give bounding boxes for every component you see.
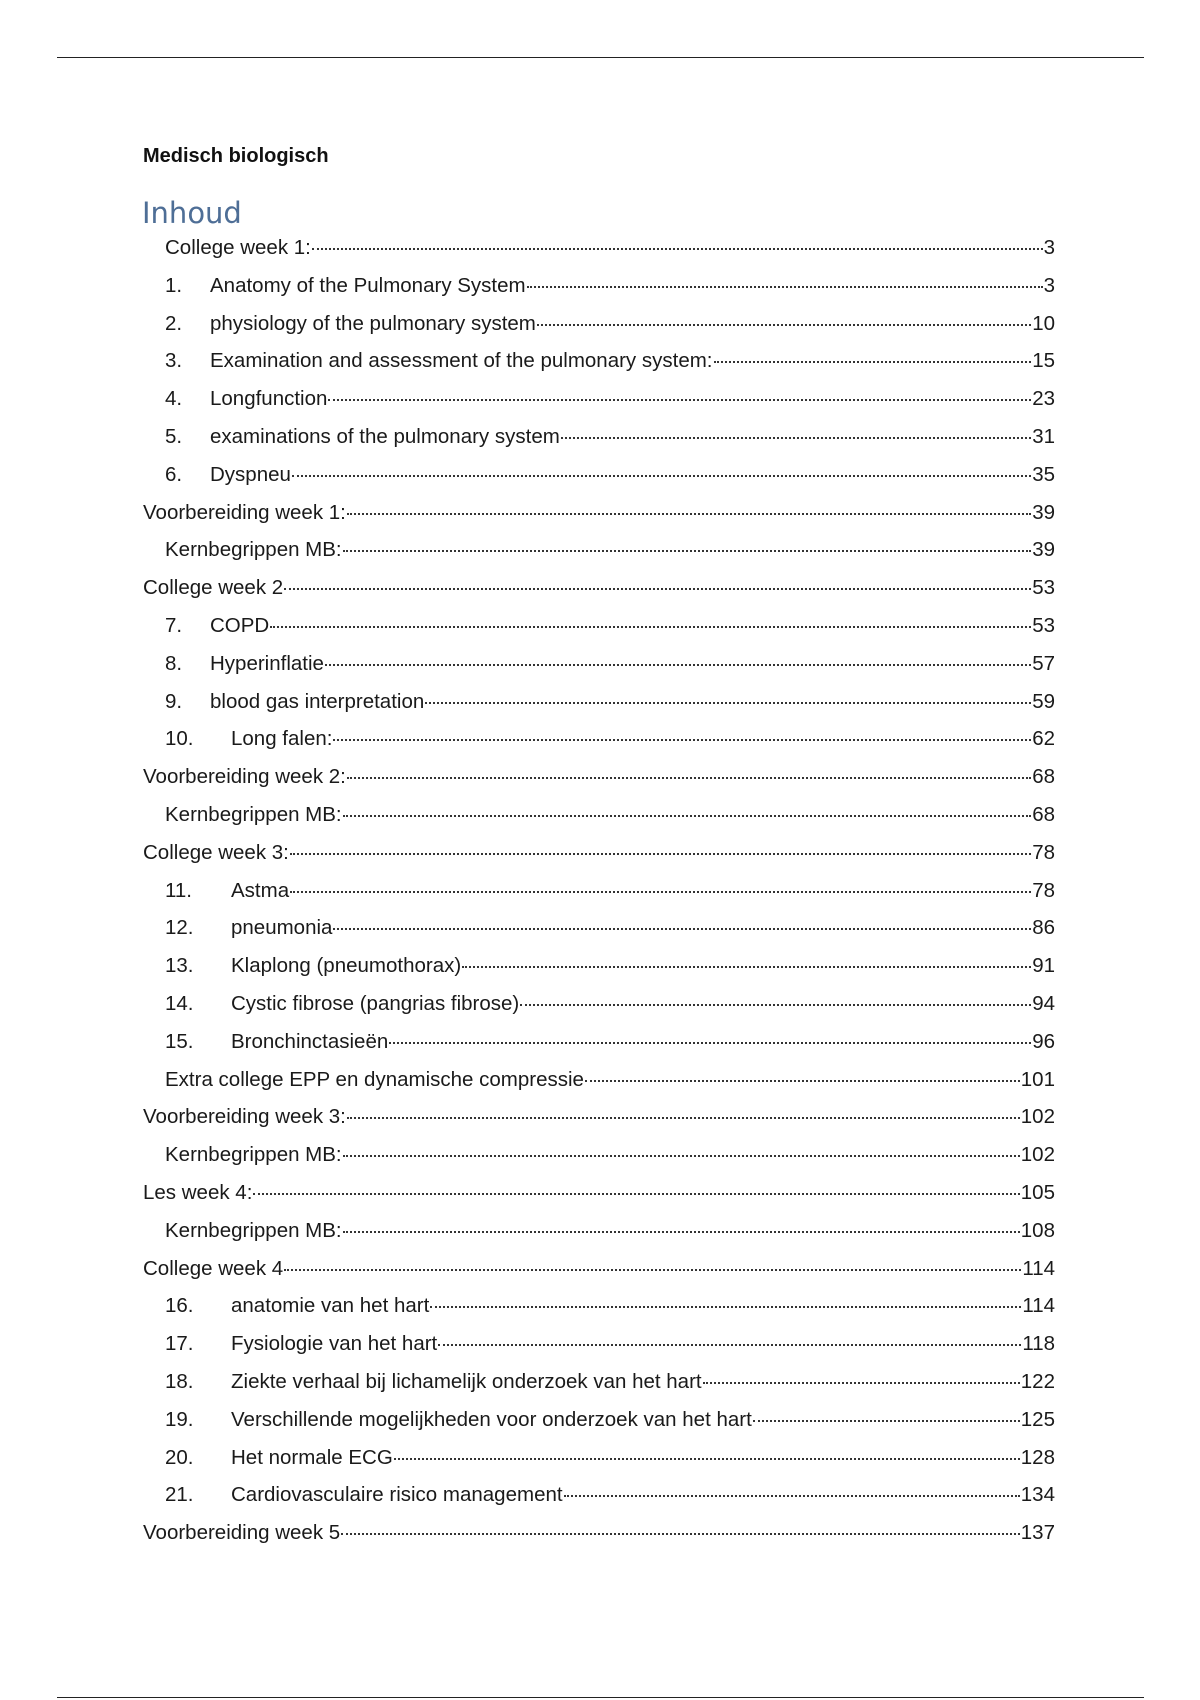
toc-entry-number: 13.: [165, 954, 194, 978]
toc-entry-line: [210, 690, 1055, 714]
toc-entry[interactable]: [0, 608, 1200, 646]
toc-entry-line: [231, 1332, 1055, 1356]
toc-entry-label: Ziekte verhaal bij lichamelijk onderzoek van het hart: [231, 1369, 702, 1393]
dot-leader: [343, 1155, 1020, 1157]
toc-entry[interactable]: [0, 1137, 1200, 1175]
dot-leader: [343, 1231, 1020, 1233]
toc-entry-label: College week 2: [143, 576, 284, 600]
dot-leader: [585, 1080, 1020, 1082]
document-title: Medisch biologisch: [143, 145, 329, 167]
toc-entry-line: [143, 1181, 1055, 1205]
toc-entry[interactable]: [0, 1288, 1200, 1326]
toc-entry-number: 15.: [165, 1029, 194, 1053]
toc-entry-number: 14.: [165, 991, 194, 1015]
toc-entry-number: 10.: [165, 727, 194, 751]
toc-entry-line: [231, 1483, 1055, 1507]
toc-entry-label: Extra college EPP en dynamische compressie: [165, 1067, 584, 1091]
toc-entry-label: Astma: [231, 878, 290, 902]
toc-entry[interactable]: [0, 1515, 1200, 1553]
toc-entry-line: [143, 1105, 1055, 1129]
dot-leader: [333, 928, 1031, 930]
toc-entry-label: Het normale ECG: [231, 1445, 393, 1469]
toc-entry-page-number: 23: [1032, 387, 1055, 411]
toc-entry[interactable]: [0, 343, 1200, 381]
dot-leader: [290, 853, 1031, 855]
toc-entry-line: [143, 576, 1055, 600]
toc-entry-page-number: 35: [1032, 462, 1055, 486]
toc-entry-line: [231, 992, 1055, 1016]
toc-entry-page-number: 39: [1032, 500, 1055, 524]
toc-entry[interactable]: [0, 1175, 1200, 1213]
dot-leader: [347, 777, 1031, 779]
toc-entry[interactable]: [0, 532, 1200, 570]
toc-entry-number: 1.: [165, 273, 183, 297]
toc-entry-label: Long falen:: [231, 727, 333, 751]
dot-leader: [703, 1382, 1020, 1384]
toc-entry-label: pneumonia: [231, 916, 333, 940]
dot-leader: [312, 248, 1043, 250]
toc-entry-label: Les week 4:: [143, 1180, 253, 1204]
toc-entry-page-number: 31: [1032, 424, 1055, 448]
dot-leader: [333, 739, 1031, 741]
toc-entry-page-number: 39: [1032, 538, 1055, 562]
toc-entry[interactable]: [0, 1402, 1200, 1440]
toc-entry-label: Longfunction: [210, 387, 328, 411]
dot-leader: [253, 1193, 1019, 1195]
toc-entry[interactable]: [0, 457, 1200, 495]
toc-entry-page-number: 137: [1020, 1521, 1055, 1545]
toc-entry-line: [143, 841, 1055, 865]
toc-entry-number: 11.: [165, 878, 192, 902]
toc-entry-number: 21.: [165, 1483, 194, 1507]
toc-entry-label: Examination and assessment of the pulmonary system:: [210, 349, 713, 373]
toc-heading: Inhoud: [142, 196, 242, 230]
toc-entry-page-number: 101: [1020, 1067, 1055, 1091]
toc-entry[interactable]: [0, 230, 1200, 268]
dot-leader: [341, 1533, 1020, 1535]
toc-entry-label: College week 1:: [165, 236, 311, 259]
toc-entry-page-number: 59: [1032, 689, 1055, 713]
toc-entry[interactable]: [0, 1213, 1200, 1251]
toc-entry-label: Hyperinflatie: [210, 651, 324, 675]
toc-entry[interactable]: [0, 910, 1200, 948]
dot-leader: [561, 437, 1031, 439]
toc-entry-label: Bronchinctasieën: [231, 1029, 389, 1053]
dot-leader: [430, 1306, 1021, 1308]
toc-entry[interactable]: [0, 684, 1200, 722]
toc-entry-page-number: 68: [1032, 802, 1055, 826]
dot-leader: [438, 1344, 1021, 1346]
toc-entry-line: [231, 1370, 1055, 1394]
toc-entry[interactable]: [0, 646, 1200, 684]
toc-entry[interactable]: [0, 495, 1200, 533]
toc-entry-line: [210, 614, 1055, 638]
toc-entry-number: 20.: [165, 1445, 194, 1469]
dot-leader: [753, 1420, 1020, 1422]
dot-leader: [564, 1495, 1020, 1497]
toc-entry[interactable]: [0, 1326, 1200, 1364]
toc-entry-label: blood gas interpretation: [210, 689, 425, 713]
toc-entry-line: [210, 652, 1055, 676]
dot-leader: [347, 1117, 1020, 1119]
toc-entry[interactable]: [0, 721, 1200, 759]
dot-leader: [462, 966, 1031, 968]
toc-entry-label: Fysiologie van het hart: [231, 1332, 438, 1356]
toc-entry-page-number: 78: [1032, 878, 1055, 902]
toc-entry-page-number: 94: [1032, 991, 1055, 1015]
toc-entry[interactable]: [0, 1440, 1200, 1478]
toc-entry-line: [165, 236, 1055, 260]
toc-entry-line: [231, 727, 1055, 751]
toc-entry-label: Voorbereiding week 2:: [143, 765, 346, 789]
toc-entry-page-number: 114: [1022, 1294, 1055, 1318]
toc-entry-page-number: 91: [1032, 954, 1055, 978]
dot-leader: [527, 286, 1043, 288]
dot-leader: [389, 1042, 1031, 1044]
toc-entry-number: 3.: [165, 349, 183, 373]
toc-entry-line: [210, 425, 1055, 449]
toc-entry-page-number: 3: [1043, 236, 1055, 259]
toc-entry-line: [165, 1143, 1055, 1167]
toc-entry-page-number: 53: [1032, 576, 1055, 600]
dot-leader: [290, 891, 1031, 893]
dot-leader: [325, 664, 1031, 666]
dot-leader: [425, 702, 1031, 704]
toc-entry-page-number: 3: [1043, 273, 1055, 297]
toc-entry-line: [143, 1257, 1055, 1281]
toc-entry-line: [231, 879, 1055, 903]
toc-entry-line: [210, 349, 1055, 373]
toc-entry-line: [165, 1068, 1055, 1092]
dot-leader: [343, 815, 1032, 817]
toc-entry-page-number: 118: [1022, 1332, 1055, 1356]
toc-entry-page-number: 114: [1022, 1256, 1055, 1280]
toc-entry-line: [143, 765, 1055, 789]
dot-leader: [343, 550, 1032, 552]
toc-entry-page-number: 102: [1020, 1143, 1055, 1167]
toc-entry-label: Cardiovasculaire risico management: [231, 1483, 563, 1507]
toc-entry-line: [231, 916, 1055, 940]
toc-entry-label: Voorbereiding week 3:: [143, 1105, 346, 1129]
toc-entry-line: [210, 274, 1055, 298]
dot-leader: [292, 475, 1031, 477]
toc-entry-line: [231, 1030, 1055, 1054]
toc-entry-number: 6.: [165, 462, 183, 486]
toc-entry-page-number: 57: [1032, 651, 1055, 675]
dot-leader: [714, 361, 1032, 363]
toc-entry-page-number: 125: [1020, 1407, 1055, 1431]
toc-entry-page-number: 53: [1032, 613, 1055, 637]
toc-entry[interactable]: [0, 1364, 1200, 1402]
toc-entry-label: Cystic fibrose (pangrias fibrose): [231, 991, 520, 1015]
toc-entry-number: 19.: [165, 1407, 194, 1431]
toc-entry-number: 5.: [165, 424, 183, 448]
dot-leader: [270, 626, 1031, 628]
toc-entry[interactable]: [0, 1477, 1200, 1515]
toc-entry[interactable]: [0, 797, 1200, 835]
dot-leader: [537, 324, 1031, 326]
toc-entry-label: anatomie van het hart: [231, 1294, 430, 1318]
toc-entry-page-number: 15: [1032, 349, 1055, 373]
toc-entry-line: [231, 1446, 1055, 1470]
toc-entry-label: Verschillende mogelijkheden voor onderzoek van het hart: [231, 1407, 752, 1431]
toc-entry-line: [143, 501, 1055, 525]
dot-leader: [284, 1269, 1021, 1271]
toc-entry-page-number: 102: [1020, 1105, 1055, 1129]
toc-entry[interactable]: [0, 419, 1200, 457]
header-rule: [57, 57, 1144, 58]
toc-entry-page-number: 68: [1032, 765, 1055, 789]
toc-entry[interactable]: [0, 570, 1200, 608]
dot-leader: [347, 513, 1031, 515]
toc-entry-line: [210, 312, 1055, 336]
toc-entry-line: [165, 803, 1055, 827]
toc-entry-page-number: 122: [1020, 1369, 1055, 1393]
toc-entry[interactable]: [0, 835, 1200, 873]
toc-entry-line: [165, 538, 1055, 562]
toc-entry-line: [210, 387, 1055, 411]
toc-entry[interactable]: [0, 1024, 1200, 1062]
toc-entry-label: COPD: [210, 613, 270, 637]
toc-entry-page-number: 78: [1032, 840, 1055, 864]
toc-entry-number: 17.: [165, 1332, 194, 1356]
toc-entry[interactable]: [0, 1251, 1200, 1289]
toc-entry-label: Kernbegrippen MB:: [165, 802, 342, 826]
toc-entry[interactable]: [0, 1062, 1200, 1100]
toc-entry-number: 2.: [165, 311, 183, 335]
toc-entry-label: Voorbereiding week 1:: [143, 500, 346, 524]
toc-entry-page-number: 96: [1032, 1029, 1055, 1053]
toc-entry-page-number: 10: [1032, 311, 1055, 335]
toc-entry-number: 18.: [165, 1369, 194, 1393]
toc-entry-label: College week 3:: [143, 840, 289, 864]
toc-entry[interactable]: [0, 948, 1200, 986]
toc-entry-page-number: 108: [1020, 1218, 1055, 1242]
toc-entry-line: [231, 954, 1055, 978]
toc-entry-page-number: 134: [1020, 1483, 1055, 1507]
toc-entry-label: Kernbegrippen MB:: [165, 1218, 342, 1242]
toc-entry-number: 7.: [165, 613, 183, 637]
toc-entry-label: Anatomy of the Pulmonary System: [210, 273, 526, 297]
toc-entry-label: Voorbereiding week 5: [143, 1521, 341, 1545]
toc-entry-line: [143, 1521, 1055, 1545]
toc-entry-page-number: 105: [1020, 1180, 1055, 1204]
toc-entry-label: Klaplong (pneumothorax): [231, 954, 462, 978]
toc-entry-label: examinations of the pulmonary system: [210, 424, 560, 448]
toc-entry-label: physiology of the pulmonary system: [210, 311, 536, 335]
toc-entry-label: Dyspneu: [210, 462, 291, 486]
toc-entry-line: [210, 463, 1055, 487]
dot-leader: [328, 399, 1031, 401]
toc-entry[interactable]: [0, 306, 1200, 344]
toc-entry-number: 9.: [165, 689, 183, 713]
toc-entry-page-number: 62: [1032, 727, 1055, 751]
toc-entry-label: College week 4: [143, 1256, 284, 1280]
toc-entry[interactable]: [0, 873, 1200, 911]
toc-entry-page-number: 128: [1020, 1445, 1055, 1469]
toc-entry-number: 16.: [165, 1294, 194, 1318]
toc-entry-label: Kernbegrippen MB:: [165, 538, 342, 562]
toc-entry[interactable]: [0, 759, 1200, 797]
toc-entry[interactable]: [0, 268, 1200, 306]
toc-entry-number: 12.: [165, 916, 194, 940]
toc-entry-number: 4.: [165, 387, 183, 411]
toc-entry[interactable]: [0, 1099, 1200, 1137]
toc-entry-line: [231, 1294, 1055, 1318]
toc-entry[interactable]: [0, 986, 1200, 1024]
dot-leader: [284, 588, 1031, 590]
footer-rule: [57, 1697, 1144, 1698]
toc-entry-label: Kernbegrippen MB:: [165, 1143, 342, 1167]
toc-entry-page-number: 86: [1032, 916, 1055, 940]
toc-entry-line: [231, 1408, 1055, 1432]
dot-leader: [394, 1458, 1020, 1460]
toc-entry-line: [165, 1219, 1055, 1243]
toc-entry-number: 8.: [165, 651, 183, 675]
table-of-contents: [0, 230, 1200, 1553]
dot-leader: [520, 1004, 1031, 1006]
toc-entry[interactable]: [0, 381, 1200, 419]
